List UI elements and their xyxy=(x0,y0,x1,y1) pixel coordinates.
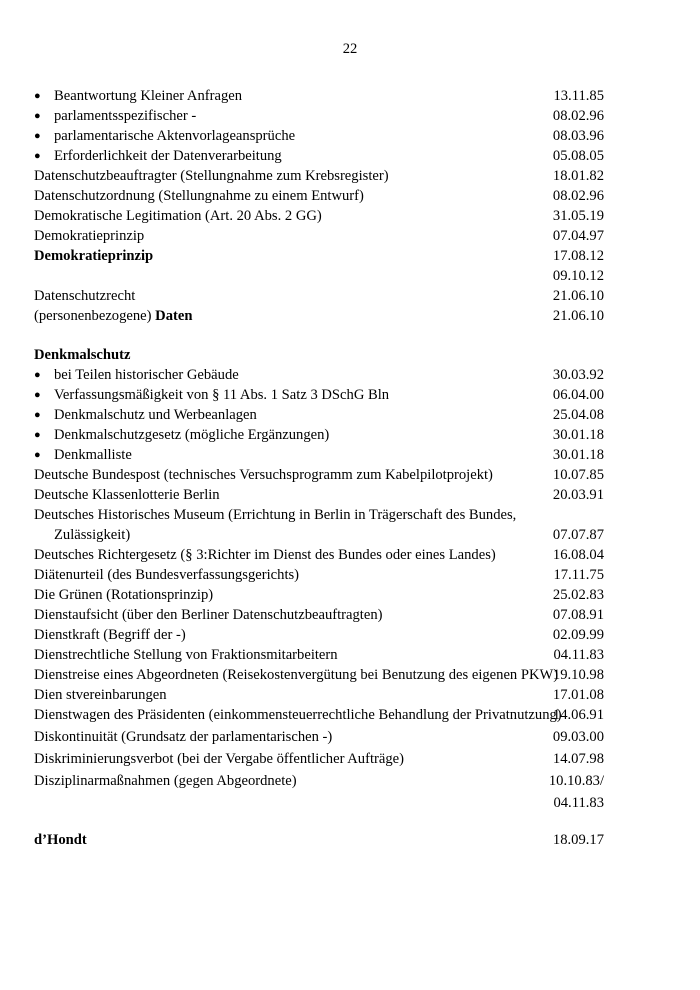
bullet-icon: ● xyxy=(34,369,41,381)
index-entry xyxy=(34,425,604,445)
bullet-icon: ● xyxy=(34,429,41,441)
index-entry xyxy=(34,685,604,705)
entry-term: Dienstaufsicht (über den Berliner Datenschutzbeauftragten) xyxy=(34,607,383,623)
index-entry xyxy=(34,365,604,385)
bullet-icon: ● xyxy=(34,130,41,142)
entry-date: 30.01.18 xyxy=(552,427,604,443)
index-entry xyxy=(34,106,604,126)
entry-date: 21.06.10 xyxy=(552,308,604,324)
entry-term: bei Teilen historischer Gebäude xyxy=(54,367,239,383)
entry-date: 08.03.96 xyxy=(552,128,604,144)
entry-term: Dienstwagen des Präsidenten (einkommensteuerrechtliche Behandlung der Privatnutzung) xyxy=(34,707,562,723)
entry-date: 25.04.08 xyxy=(552,407,604,423)
section-spacer xyxy=(34,326,604,345)
entry-term-continuation: Zulässigkeit) xyxy=(54,527,131,543)
index-entry xyxy=(34,405,604,425)
entry-date: 30.03.92 xyxy=(552,367,604,383)
entry-date: 09.03.00 xyxy=(552,729,604,745)
entry-term: Dienstreise eines Abgeordneten (Reisekostenvergütung bei Benutzung des eigenen PKW) xyxy=(34,667,559,683)
index-entry xyxy=(34,465,604,485)
entry-date: 06.04.00 xyxy=(552,387,604,403)
index-entry-continuation xyxy=(34,525,604,545)
entry-date: 08.02.96 xyxy=(552,108,604,124)
entry-term: Demokratieprinzip xyxy=(34,228,145,244)
index-entry xyxy=(34,186,604,206)
index-list xyxy=(34,86,604,850)
index-entry xyxy=(34,266,604,286)
index-entry xyxy=(34,286,604,306)
entry-term: Dienstrechtliche Stellung von Fraktionsmitarbeitern xyxy=(34,647,338,663)
index-entry xyxy=(34,206,604,226)
entry-term: Demokratische Legitimation (Art. 20 Abs. 2 GG) xyxy=(34,208,322,224)
entry-term: Deutsches Richtergesetz (§ 3:Richter im Dienst des Bundes oder eines Landes) xyxy=(34,547,496,563)
page-number: 22 xyxy=(342,41,358,57)
entry-term-bold: Demokratieprinzip xyxy=(34,248,154,264)
entry-date: 10.10.83/ xyxy=(548,773,604,789)
entry-date: 05.08.05 xyxy=(552,148,604,164)
entry-date: 14.07.98 xyxy=(552,751,604,767)
bullet-icon: ● xyxy=(34,150,41,162)
entry-date: 25.02.83 xyxy=(552,587,604,603)
index-entry xyxy=(34,226,604,246)
entry-date: 17.11.75 xyxy=(553,567,604,583)
entry-date: 17.01.08 xyxy=(552,687,604,703)
entry-term: Diskriminierungsverbot (bei der Vergabe öffentlicher Aufträge) xyxy=(34,751,404,767)
entry-date: 07.04.97 xyxy=(552,228,604,244)
bullet-icon: ● xyxy=(34,389,41,401)
bullet-icon: ● xyxy=(34,449,41,461)
index-entry xyxy=(34,505,604,525)
entry-term: Diskontinuität (Grundsatz der parlamentarischen -) xyxy=(34,729,333,745)
entry-date: 20.03.91 xyxy=(552,487,604,503)
entry-term: Deutsches Historisches Museum (Errichtung in Berlin in Trägerschaft des Bundes, xyxy=(34,507,517,523)
bullet-icon: ● xyxy=(34,110,41,122)
bullet-icon: ● xyxy=(34,90,41,102)
index-entry xyxy=(34,385,604,405)
index-entry xyxy=(34,246,604,266)
entry-term: Diätenurteil (des Bundesverfassungsgerichts) xyxy=(34,567,300,583)
index-entry xyxy=(34,86,604,106)
entry-date: 10.07.85 xyxy=(552,467,604,483)
section-heading-label: Denkmalschutz xyxy=(34,347,131,363)
index-entry xyxy=(34,306,604,326)
entry-date: 07.08.91 xyxy=(552,607,604,623)
entry-date: 08.02.96 xyxy=(552,188,604,204)
section-spacer xyxy=(34,813,604,830)
index-entry xyxy=(34,749,604,769)
entry-term-prefix: (personenbezogene) xyxy=(34,308,156,324)
entry-term: Datenschutzbeauftragter (Stellungnahme zum Krebsregister) xyxy=(34,168,389,184)
index-entry xyxy=(34,625,604,645)
entry-date: 21.06.10 xyxy=(552,288,604,304)
entry-date: 18.09.17 xyxy=(552,832,604,848)
entry-date: 04.11.83 xyxy=(553,647,604,663)
index-entry xyxy=(34,725,604,749)
entry-term xyxy=(34,306,192,326)
entry-term: Denkmalschutzgesetz (mögliche Ergänzungen) xyxy=(54,427,330,443)
index-entry xyxy=(34,565,604,585)
entry-date: 04.11.83 xyxy=(553,795,604,811)
entry-term-bold: d’Hondt xyxy=(34,832,87,848)
index-entry xyxy=(34,705,604,725)
entry-date: 14.06.91 xyxy=(552,707,604,723)
bullet-icon: ● xyxy=(34,409,41,421)
index-entry xyxy=(34,585,604,605)
entry-term: Erforderlichkeit der Datenverarbeitung xyxy=(54,148,282,164)
entry-date: 19.10.98 xyxy=(552,667,604,683)
entry-term: Datenschutzrecht xyxy=(34,288,136,304)
entry-date: 02.09.99 xyxy=(552,627,604,643)
entry-term: Denkmalschutz und Werbeanlagen xyxy=(54,407,257,423)
entry-term: Beantwortung Kleiner Anfragen xyxy=(54,88,243,104)
index-entry xyxy=(34,830,604,850)
section-heading xyxy=(34,345,604,365)
index-entry xyxy=(34,126,604,146)
index-entry xyxy=(34,545,604,565)
entry-term: Dienstkraft (Begriff der -) xyxy=(34,627,186,643)
index-entry xyxy=(34,166,604,186)
entry-term: Verfassungsmäßigkeit von § 11 Abs. 1 Satz 3 DSchG Bln xyxy=(54,387,390,403)
index-entry xyxy=(34,793,604,813)
entry-term: Denkmalliste xyxy=(54,447,132,463)
index-entry xyxy=(34,605,604,625)
index-entry xyxy=(34,645,604,665)
entry-date: 16.08.04 xyxy=(552,547,604,563)
index-entry xyxy=(34,665,604,685)
entry-date: 09.10.12 xyxy=(552,268,604,284)
entry-date: 31.05.19 xyxy=(552,208,604,224)
entry-date: 30.01.18 xyxy=(552,447,604,463)
entry-date: 17.08.12 xyxy=(552,248,604,264)
entry-term: Deutsche Klassenlotterie Berlin xyxy=(34,487,220,503)
index-entry xyxy=(34,769,604,793)
entry-term: Disziplinarmaßnahmen (gegen Abgeordnete) xyxy=(34,773,297,789)
entry-term: Deutsche Bundespost (technisches Versuchsprogramm zum Kabelpilotprojekt) xyxy=(34,467,493,483)
entry-date: 07.07.87 xyxy=(552,527,604,543)
entry-term: Dien stvereinbarungen xyxy=(34,687,167,703)
entry-date: 18.01.82 xyxy=(552,168,604,184)
entry-term: Die Grünen (Rotationsprinzip) xyxy=(34,587,214,603)
index-entry xyxy=(34,485,604,505)
entry-date: 13.11.85 xyxy=(553,88,604,104)
entry-term: Datenschutzordnung (Stellungnahme zu einem Entwurf) xyxy=(34,188,364,204)
index-entry xyxy=(34,146,604,166)
entry-term: parlamentsspezifischer - xyxy=(54,108,197,124)
entry-term: parlamentarische Aktenvorlageansprüche xyxy=(54,128,296,144)
entry-term-bold: Daten xyxy=(155,308,193,324)
index-entry xyxy=(34,445,604,465)
